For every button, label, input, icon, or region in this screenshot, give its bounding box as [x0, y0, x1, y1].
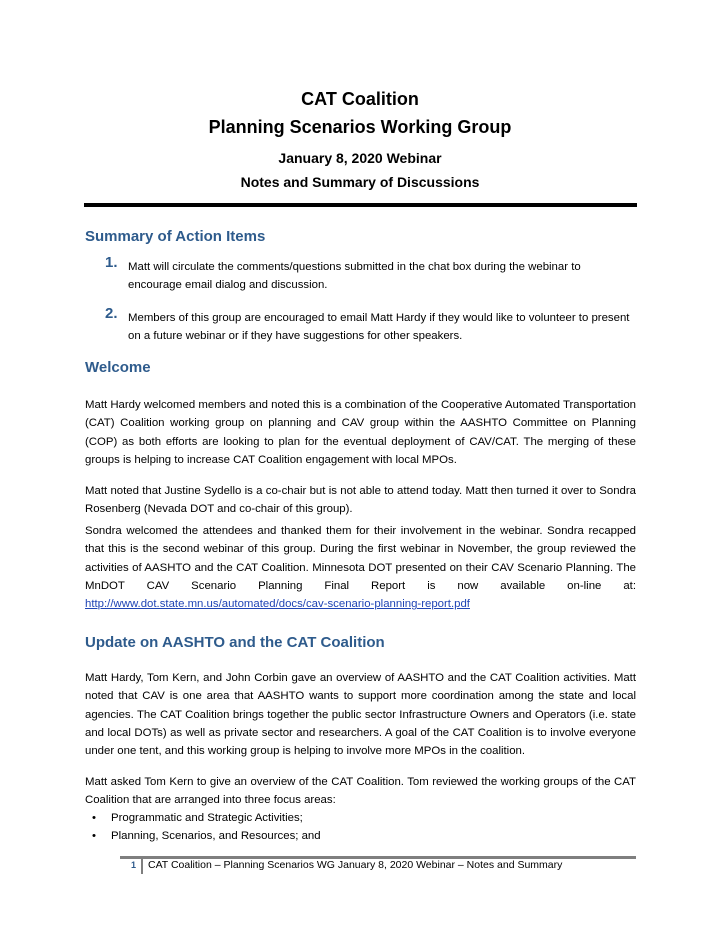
- welcome-paragraph-3-text: Sondra welcomed the attendees and thanked them for their involvement in the webinar. Sondra recapped that this is the second webinar of this group. During the first webinar in November, the group reviewed the activities of AASHTO and the CAT Coalition. Minnesota DOT presented on their CAV Scenario Planning. The MnDOT CAV Scenario Planning Final Report is now available on-line at:: [85, 525, 636, 592]
- title-line-2: Planning Scenarios Working Group: [208, 117, 512, 137]
- page-number: 1: [131, 860, 137, 870]
- title-line-1: CAT Coalition: [301, 89, 419, 109]
- title-line-4: Notes and Summary of Discussions: [240, 174, 480, 190]
- mndot-report-link[interactable]: http://www.dot.state.mn.us/automated/docs/cav-scenario-planning-report.pdf: [85, 598, 470, 611]
- welcome-paragraph-2: Matt noted that Justine Sydello is a co-chair but is not able to attend today. Matt then turned it over to Sondra Rosenberg (Nevada DOT and co-chair of this group).: [85, 485, 636, 516]
- action-items-heading: Summary of Action Items: [85, 228, 266, 245]
- update-heading: Update on AASHTO and the CAT Coalition: [85, 634, 385, 651]
- title-block: [0, 86, 720, 194]
- action-item-number: 2.: [105, 305, 118, 322]
- bullet-icon: •: [92, 830, 96, 842]
- header-divider: [84, 203, 637, 207]
- welcome-heading: Welcome: [85, 359, 151, 376]
- title-line-3: January 8, 2020 Webinar: [278, 150, 442, 166]
- bullet-icon: •: [92, 812, 96, 824]
- list-item-text: Planning, Scenarios, and Resources; and: [111, 830, 321, 842]
- action-item: [105, 305, 635, 345]
- action-item: [105, 254, 635, 294]
- footer-text: CAT Coalition – Planning Scenarios WG January 8, 2020 Webinar – Notes and Summary: [148, 859, 563, 871]
- welcome-paragraph-3: [85, 522, 636, 613]
- footer-separator: [141, 858, 143, 874]
- list-item: [85, 809, 636, 827]
- action-item-text: Matt will circulate the comments/questions submitted in the chat box during the webinar to encourage email dialog and discussion.: [128, 261, 581, 291]
- list-item: [85, 827, 636, 845]
- list-item-text: Programmatic and Strategic Activities;: [111, 812, 303, 824]
- update-paragraph-1: Matt Hardy, Tom Kern, and John Corbin gave an overview of AASHTO and the CAT Coalition activities. Matt noted that CAV is one area that AASHTO wants to support more coordination among the state and local agencies. The CAT Coalition brings together the public sector Infrastructure Owners and Operators (i.e. state and local DOTs) as well as private sector and researchers. A goal of the CAT Coalition is to involve everyone under one tent, and this working group is helping to involve more MPOs in the coalition.: [85, 672, 636, 758]
- welcome-paragraph-1: Matt Hardy welcomed members and noted this is a combination of the Cooperative Automated Transportation (CAT) Coalition working group on planning and CAV group within the AASHTO Committee on Planning (COP) as both efforts are looking to plan for the eventual deployment of CAV/CAT. The merging of these groups is helping to increase CAT Coalition engagement with local MPOs.: [85, 399, 636, 466]
- action-item-text: Members of this group are encouraged to email Matt Hardy if they would like to volunteer to present on a future webinar or if they have suggestions for other speakers.: [128, 312, 630, 342]
- action-item-number: 1.: [105, 254, 118, 271]
- update-paragraph-2: Matt asked Tom Kern to give an overview of the CAT Coalition. Tom reviewed the working groups of the CAT Coalition that are arranged into three focus areas:: [85, 776, 636, 807]
- focus-area-list: [85, 809, 636, 845]
